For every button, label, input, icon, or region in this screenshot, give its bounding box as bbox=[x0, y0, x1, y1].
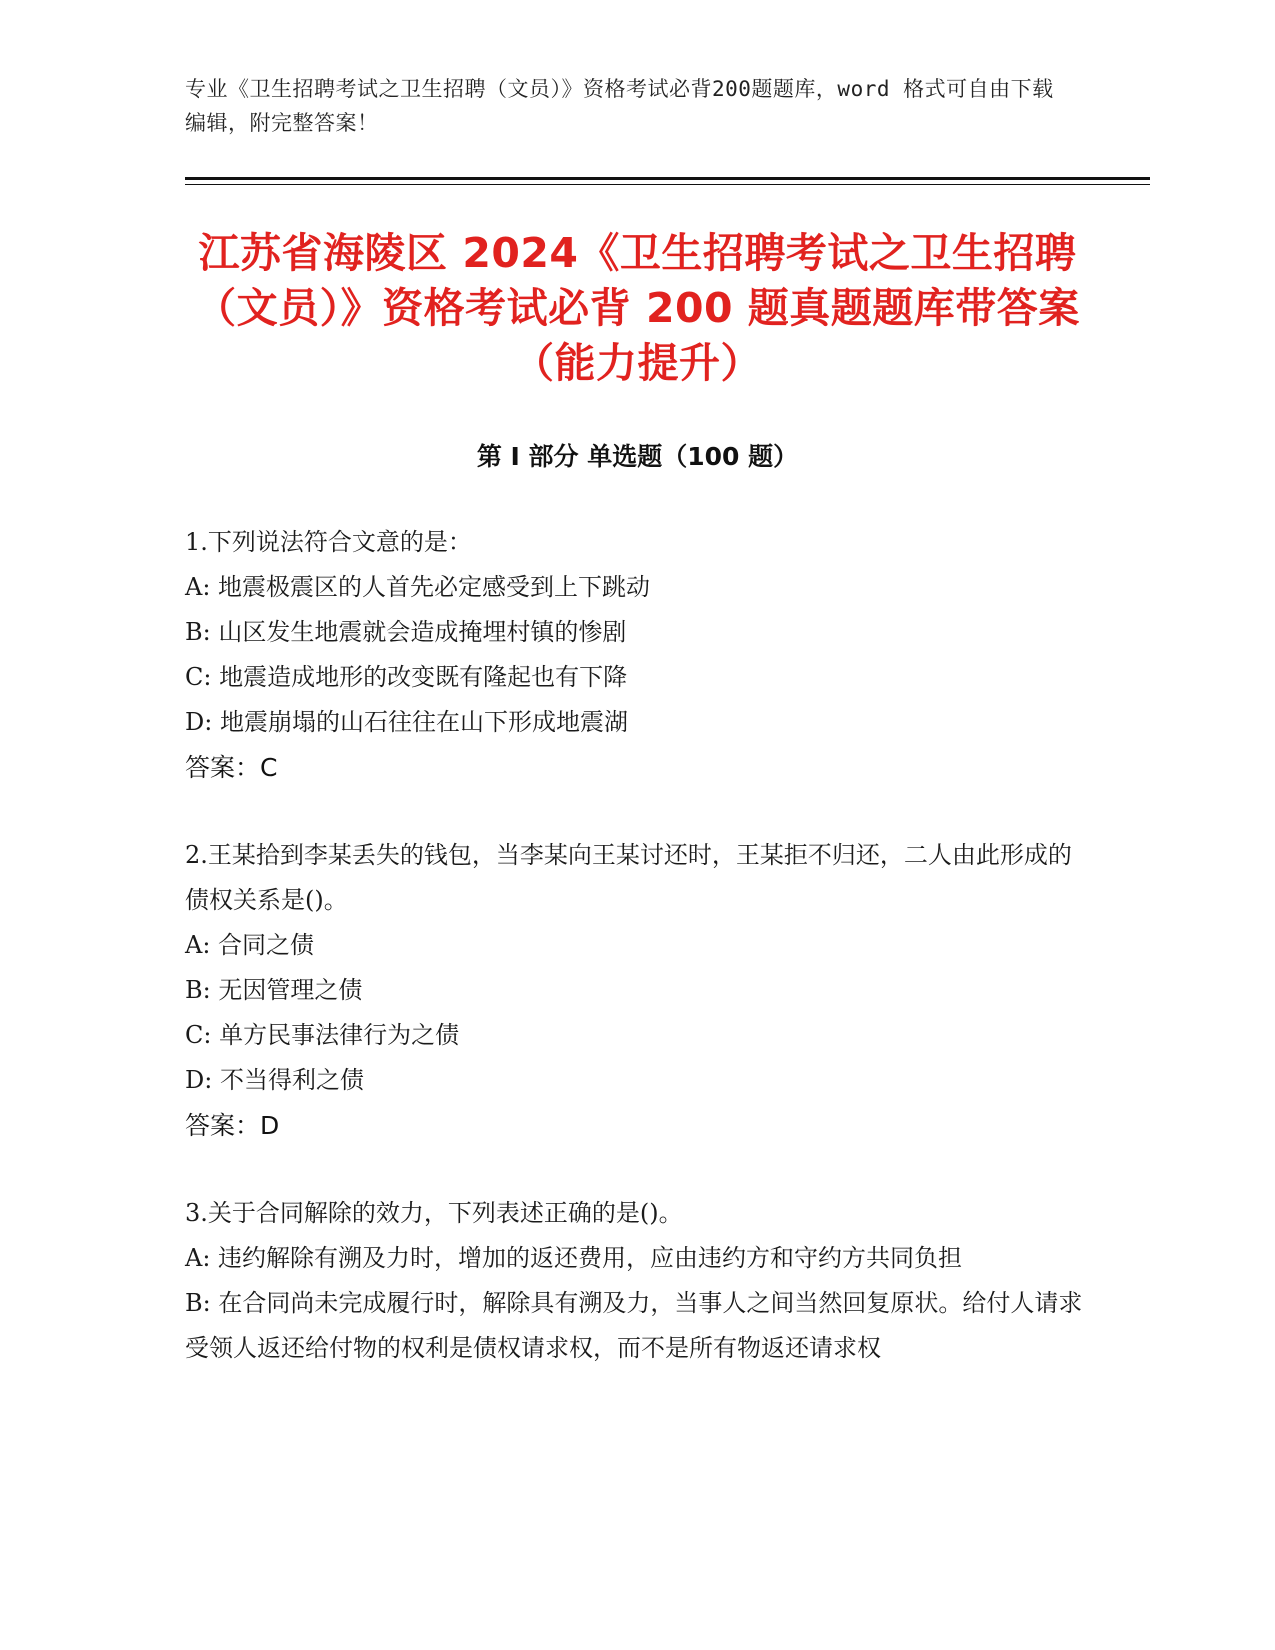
option-d: D: 不当得利之债 bbox=[185, 1066, 364, 1094]
question-3 bbox=[185, 1191, 1085, 1371]
header-rule-thick bbox=[185, 177, 1150, 180]
answer-label: 答案：D bbox=[185, 1111, 280, 1140]
question-stem: 3.关于合同解除的效力，下列表述正确的是()。 bbox=[185, 1199, 683, 1227]
option-b: B: 山区发生地震就会造成掩埋村镇的惨剧 bbox=[185, 618, 627, 646]
section-title: 第 I 部分 单选题（100 题） bbox=[476, 442, 799, 471]
option-b: B: 在合同尚未完成履行时，解除具有溯及力，当事人之间当然回复原状。给付人请求受领人返还给付物的权利是债权请求权，而不是所有物返还请求权 bbox=[185, 1289, 1083, 1362]
option-c: C: 地震造成地形的改变既有隆起也有下降 bbox=[185, 663, 628, 691]
option-a: A: 违约解除有溯及力时，增加的返还费用，应由违约方和守约方共同负担 bbox=[185, 1244, 963, 1272]
option-d: D: 地震崩塌的山石往往在山下形成地震湖 bbox=[185, 708, 628, 736]
document-title: 江苏省海陵区 2024《卫生招聘考试之卫生招聘（文员）》资格考试必背 200 题真题题库带答案（能力提升） bbox=[195, 229, 1080, 387]
option-a: A: 地震极震区的人首先必定感受到上下跳动 bbox=[185, 573, 651, 601]
option-b: B: 无因管理之债 bbox=[185, 976, 363, 1004]
question-stem: 1.下列说法符合文意的是： bbox=[185, 528, 472, 556]
question-list bbox=[185, 520, 1085, 1414]
header-note: 专业《卫生招聘考试之卫生招聘（文员）》资格考试必背200题题库，word 格式可自由下载编辑，附完整答案！ bbox=[185, 77, 1054, 135]
option-c: C: 单方民事法律行为之债 bbox=[185, 1021, 460, 1049]
option-a: A: 合同之债 bbox=[185, 931, 315, 959]
question-stem: 2.王某拾到李某丢失的钱包，当李某向王某讨还时，王某拒不归还，二人由此形成的债权关系是()。 bbox=[185, 841, 1072, 914]
header-rule-thin bbox=[185, 184, 1150, 185]
answer-label: 答案：C bbox=[185, 753, 278, 782]
question-1 bbox=[185, 520, 1085, 790]
question-2 bbox=[185, 833, 1085, 1148]
